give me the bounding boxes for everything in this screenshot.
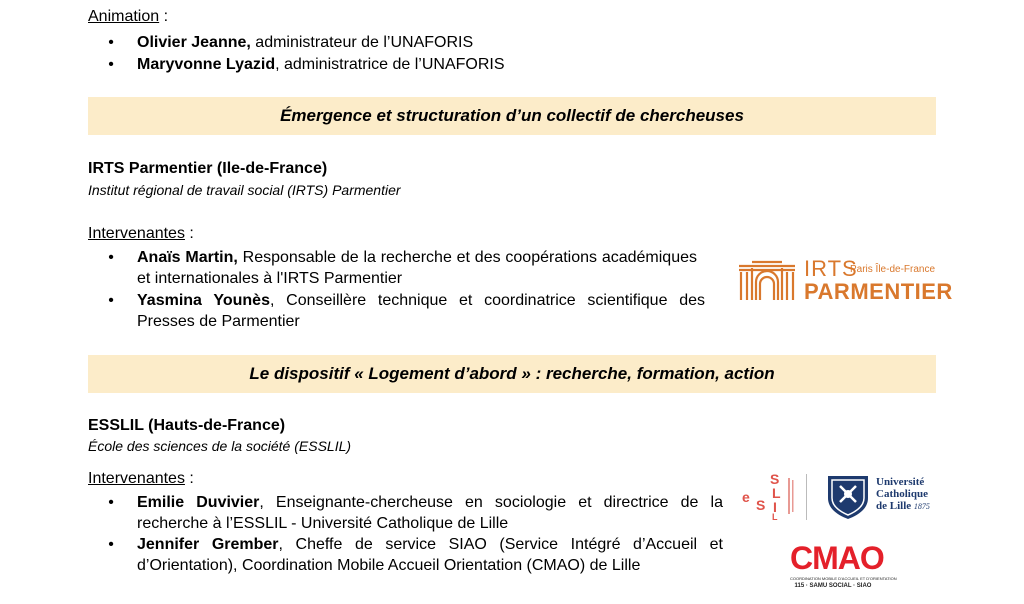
person-role: , Enseignante-chercheuse en sociologie et directrice de la recherche à l’ESSLIL - Université Catholique de Lille (137, 494, 723, 532)
person-role: , Cheffe de service SIAO (Service Intégré d’Accueil et d’Orientation), Coordination Mobile Accueil Orientation (CMAO) de Lille (137, 536, 723, 574)
svg-text:I: I (773, 499, 777, 515)
org-full-esslil: École des sciences de la société (ESSLIL) (88, 438, 352, 454)
intervenantes-label: Intervenantes (88, 225, 185, 242)
cmao-logo-main: CMAO (790, 540, 884, 576)
intervenantes-heading-1 (88, 225, 194, 243)
person-role: , administratrice de l’UNAFORIS (275, 56, 505, 73)
ucl-logo (826, 474, 936, 520)
esslil-logo (740, 472, 810, 522)
org-name-irts: IRTS Parmentier (Ile-de-France) (88, 160, 328, 177)
intervenantes-colon: : (184, 225, 194, 242)
person-name: Yasmina Younès (137, 292, 270, 309)
intervenantes-label: Intervenantes (88, 470, 185, 487)
section-title-band-2: Le dispositif « Logement d’abord » : recherche, formation, action (88, 355, 936, 393)
org-name-esslil: ESSLIL (Hauts-de-France) (88, 417, 286, 434)
bullet-icon: • (108, 292, 114, 309)
ucl-line3: de Lille (876, 500, 912, 512)
cmao-logo-sub1: COORDINATION MOBILE D'ACCUEIL ET D'ORIENTATION (790, 576, 897, 581)
person-name: Jennifer Grember (137, 536, 279, 553)
animation-heading (88, 8, 168, 26)
bullet-icon: • (108, 536, 114, 553)
svg-text:e: e (742, 489, 750, 505)
intervenantes-heading-2 (88, 470, 194, 488)
person-role: , Conseillère technique et coordinatrice scientifique des Presses de Parmentier (137, 292, 705, 330)
svg-text:L: L (772, 485, 781, 501)
cmao-logo (790, 540, 897, 596)
person-name: Olivier Jeanne, (137, 34, 251, 51)
animation-label-colon: : (159, 8, 169, 25)
person-role: Responsable de la recherche et des coopérations académiques et internationales à l'IRTS Parmentier (137, 249, 697, 287)
svg-text:S: S (770, 471, 780, 487)
ucl-year: 1875 (913, 502, 930, 511)
animation-label: Animation (88, 8, 160, 25)
bullet-icon: • (108, 494, 114, 511)
intervenantes-colon: : (184, 470, 194, 487)
animation-person-1 (137, 32, 737, 53)
animation-person-2 (137, 54, 737, 75)
person-name: Anaïs Martin, (137, 249, 238, 266)
org-full-irts: Institut régional de travail social (IRTS) Parmentier (88, 182, 401, 198)
bullet-icon: • (108, 249, 114, 266)
irts-person-2 (137, 290, 705, 332)
person-name: Emilie Duvivier (137, 494, 260, 511)
ucl-line1: Université (876, 476, 925, 488)
person-name: Maryvonne Lyazid (137, 56, 276, 73)
ucl-shield-icon (826, 474, 870, 520)
irts-parmentier-logo (738, 256, 953, 304)
esslil-person-1 (137, 492, 723, 534)
bullet-icon: • (108, 34, 114, 51)
ucl-line2: Catholique (876, 488, 928, 500)
cmao-logo-sub2: 115 · SAMU SOCIAL · SIAO (794, 583, 872, 589)
irts-logo-main: IRTS (804, 256, 858, 281)
person-role: administrateur de l’UNAFORIS (250, 34, 474, 51)
svg-text:S: S (756, 497, 766, 513)
irts-person-1 (137, 247, 697, 289)
irts-logo-sub: Paris Île-de-France (850, 264, 936, 275)
irts-logo-bottom: PARMENTIER (804, 279, 953, 304)
esslil-person-2 (137, 534, 723, 576)
ucl-line3-wrap (876, 500, 930, 512)
irts-building-icon (738, 256, 796, 302)
svg-text:L: L (772, 512, 778, 522)
bullet-icon: • (108, 56, 114, 73)
section-title-band-1: Émergence et structuration d’un collectif de chercheuses (88, 97, 936, 135)
